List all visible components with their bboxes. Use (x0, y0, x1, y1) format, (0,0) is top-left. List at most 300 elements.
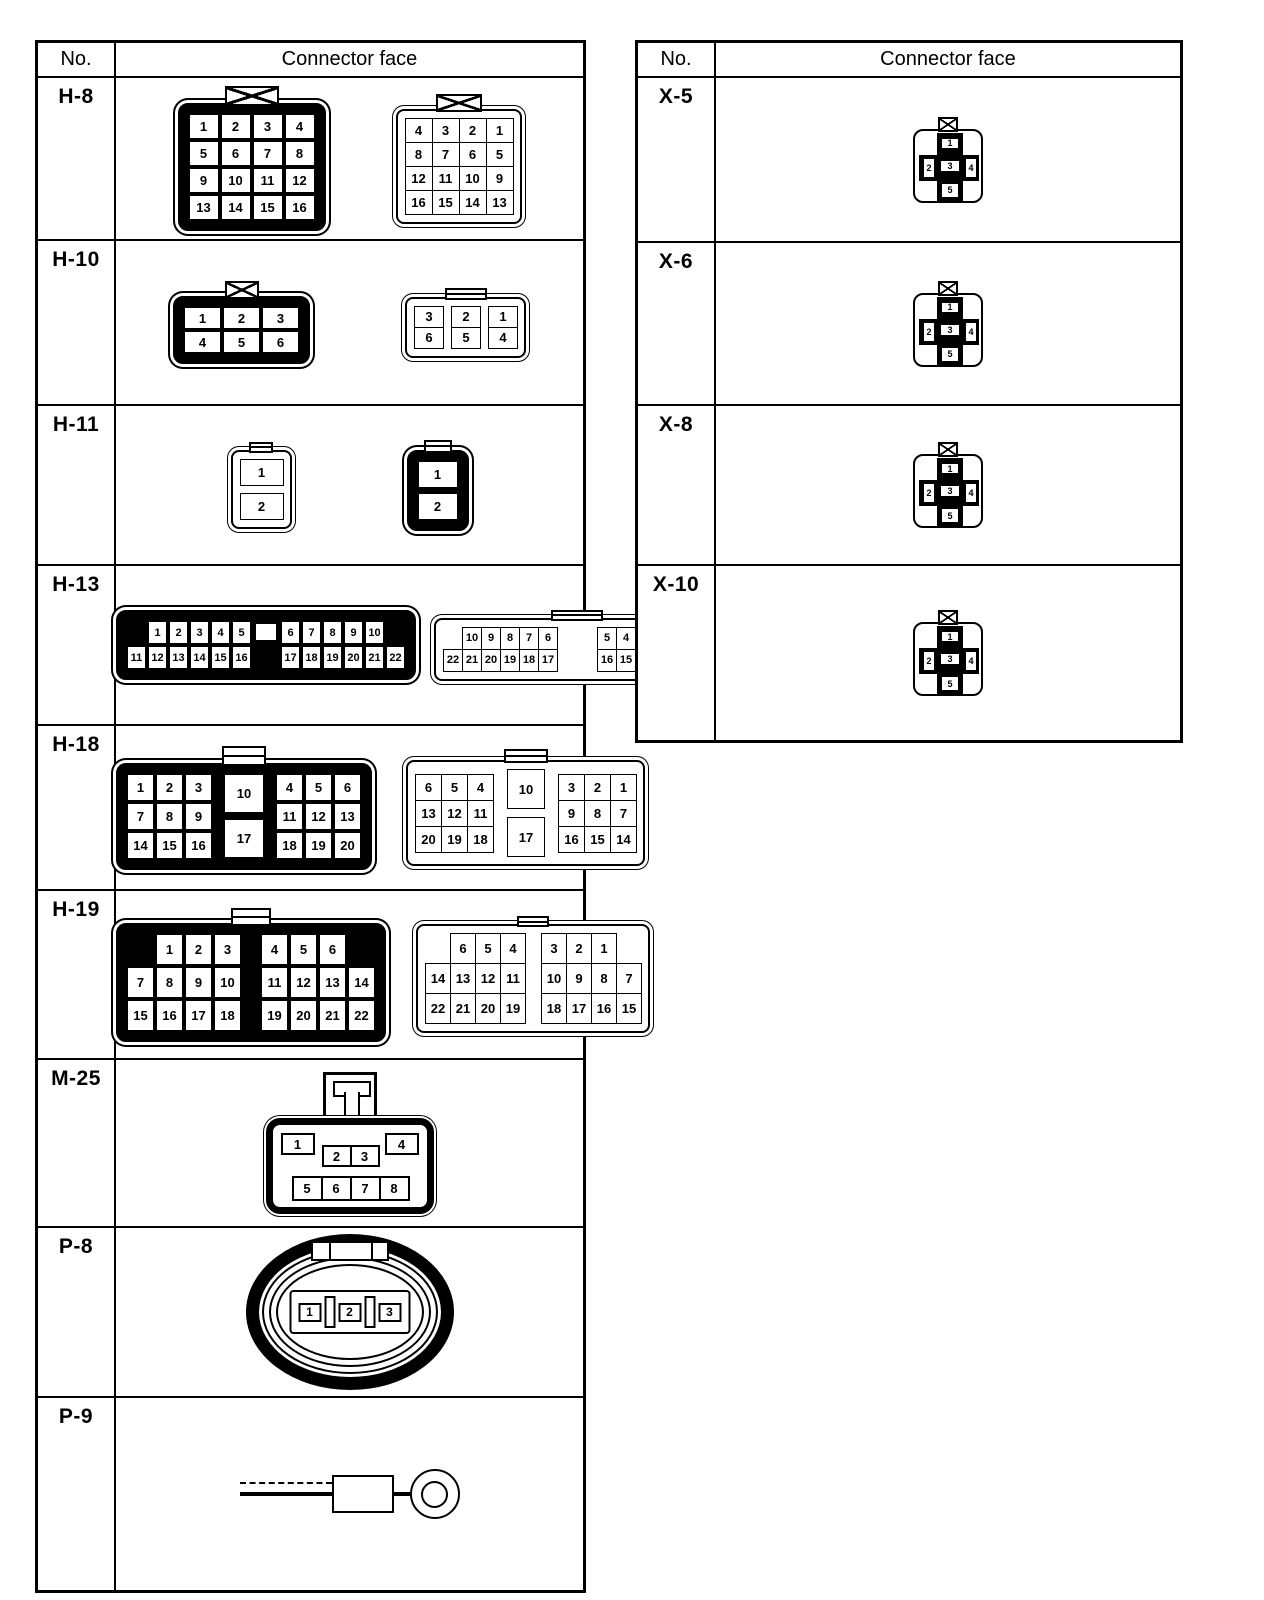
pin-row (558, 774, 636, 801)
pin-cell: 7 (350, 1176, 381, 1201)
col-no-label: No. (60, 48, 92, 70)
pin-row (184, 307, 299, 329)
pin-row (261, 967, 375, 998)
pin-cell: 6 (221, 141, 251, 166)
pin-cell: 4 (261, 934, 288, 965)
connector-face-cell (716, 243, 1180, 404)
pin-row (425, 993, 525, 1024)
pin-cell: 22 (348, 1000, 375, 1031)
pin-row (415, 826, 493, 853)
pin-row (224, 819, 264, 858)
connector-diagram (396, 94, 522, 224)
row-no-cell (38, 1398, 116, 1590)
pin-cell: 1 (941, 631, 959, 642)
row-label: M-25 (51, 1067, 101, 1090)
pin-cell: 3 (350, 1145, 380, 1167)
pin-cell: 2 (451, 306, 481, 328)
pin-cell: 9 (481, 627, 501, 650)
pin-row (488, 306, 517, 328)
pin-row (405, 142, 513, 167)
pin-cell: 4 (285, 114, 315, 139)
pin-cell: 1 (941, 138, 959, 149)
pin-cell: 10 (224, 774, 264, 813)
pin-block (127, 621, 251, 669)
connector-diagram (913, 442, 983, 528)
pin-cell: 20 (290, 1000, 317, 1031)
pin-cell: 13 (319, 967, 346, 998)
pin-row (184, 331, 299, 353)
pin-row (127, 967, 241, 998)
table-row (38, 566, 633, 726)
pin-row (443, 649, 557, 672)
pin-cell: 14 (190, 646, 209, 669)
pin-row (240, 493, 283, 520)
pin-cell: 14 (459, 190, 487, 215)
pin-cell: 8 (500, 627, 520, 650)
connector-diagram (173, 281, 310, 364)
lock-tab-icon (938, 442, 958, 457)
pin-cell: 2 (223, 307, 260, 329)
connector-diagram (407, 440, 469, 531)
pin-row (415, 800, 493, 827)
pin-cell: 16 (285, 195, 315, 220)
pin-row (156, 934, 241, 965)
pin-row (414, 306, 443, 328)
pin-cell: 18 (276, 832, 303, 859)
pin-cell: 16 (597, 649, 617, 672)
pin-cell: 7 (253, 141, 283, 166)
pin-cell: 17 (507, 817, 545, 857)
pin-row (276, 774, 361, 801)
pin-cell: 3 (190, 621, 209, 644)
wire-lead (240, 1492, 332, 1496)
pin-cell: 3 (378, 1303, 401, 1322)
pin-cell: 5 (305, 774, 332, 801)
pin-cell: 13 (169, 646, 188, 669)
pin-block (451, 306, 480, 349)
pin-row (405, 166, 513, 191)
row-label: H-8 (58, 85, 94, 108)
pin-cell: 12 (305, 803, 332, 830)
pin-block (240, 459, 283, 520)
pin-cell: 7 (616, 963, 642, 994)
pin-cell: 4 (385, 1133, 419, 1155)
col-face-label: Connector face (281, 48, 418, 70)
row-label: H-11 (52, 413, 100, 436)
table-row (38, 726, 631, 891)
pin-block (261, 934, 375, 1031)
pin-block (507, 769, 544, 857)
pin-cell: 14 (127, 832, 154, 859)
pin-row (292, 1176, 408, 1201)
connector-body (407, 450, 469, 531)
pin-block (405, 118, 513, 215)
pin-cell: 18 (214, 1000, 241, 1031)
pin-row (189, 114, 315, 139)
pin-cell: 21 (450, 993, 476, 1024)
connector-diagram (116, 746, 372, 870)
terminal-neck (394, 1492, 410, 1496)
pin-block (184, 307, 299, 353)
connector-face-cell (116, 1060, 583, 1226)
pin-row (127, 646, 251, 669)
pin-cell: 13 (334, 803, 361, 830)
pin-block (276, 774, 361, 859)
pin-cell: 6 (538, 627, 558, 650)
row-no-cell (38, 241, 116, 404)
lock-tab-icon (424, 440, 452, 453)
pin-cell: 20 (344, 646, 363, 669)
pin-cell: 15 (127, 1000, 154, 1031)
pin-cell: 2 (221, 114, 251, 139)
pin-row (127, 1000, 241, 1031)
pin-row (224, 774, 264, 813)
connector-face-cell (116, 891, 650, 1058)
pin-cell: 1 (298, 1303, 321, 1322)
connector-diagram (406, 749, 645, 866)
pin-cell: 19 (500, 649, 520, 672)
pin-block (414, 306, 443, 349)
lock-tab-icon (938, 281, 958, 296)
table-row (38, 78, 583, 241)
ring-hole (421, 1481, 448, 1508)
lock-tab-icon (222, 746, 266, 766)
pin-cell: 17 (566, 993, 592, 1024)
pin-cell: 12 (285, 168, 315, 193)
relay-connector-body (913, 454, 983, 528)
pin-cell: 16 (156, 1000, 183, 1031)
pin-row (418, 461, 458, 488)
pin-cell: 17 (224, 819, 264, 858)
connector-body (405, 297, 526, 358)
pin-row (425, 963, 525, 994)
lock-tab-icon (445, 288, 487, 300)
pin-cell: 16 (591, 993, 617, 1024)
pin-cell: 19 (261, 1000, 288, 1031)
pin-block (127, 934, 241, 1031)
pin-cell: 2 (584, 774, 611, 801)
pin-cell: 2 (923, 483, 935, 503)
pin-cell: 3 (262, 307, 299, 329)
pin-cell: 20 (415, 826, 442, 853)
connector-face-cell (716, 78, 1180, 241)
table-row (638, 78, 1180, 243)
connector-body (416, 924, 650, 1033)
pin-cell: 9 (185, 803, 212, 830)
pin-cell: 8 (405, 142, 433, 167)
connector-table-right (635, 40, 1183, 743)
pin-cell: 6 (262, 331, 299, 353)
pin-cell: 10 (459, 166, 487, 191)
pin-cell: 15 (584, 826, 611, 853)
pin-cell: 6 (450, 933, 476, 964)
pin-cell: 15 (211, 646, 230, 669)
col-no-label: No. (660, 48, 692, 70)
pin-row (418, 493, 458, 520)
pin-cell: 3 (214, 934, 241, 965)
pin-cell: 2 (923, 322, 935, 342)
connector-face-cell (116, 406, 583, 564)
connector-table-left (35, 40, 637, 1593)
pin-cell: 5 (441, 774, 468, 801)
ring-terminal-icon (410, 1469, 460, 1519)
pin-cell: 15 (616, 993, 642, 1024)
pin-row (281, 621, 384, 644)
pin-cell: 22 (443, 649, 463, 672)
connector-diagram (416, 916, 650, 1033)
pin-cell: 4 (211, 621, 230, 644)
pin-row (189, 168, 315, 193)
pin-row (450, 933, 525, 964)
connector-face-cell (116, 1228, 583, 1396)
pin-cell: 13 (450, 963, 476, 994)
pin-cell: 1 (591, 933, 617, 964)
pin-cell: 15 (432, 190, 460, 215)
connector-diagram (266, 1072, 434, 1214)
pin-block (224, 774, 264, 858)
pin-cell: 7 (432, 142, 460, 167)
row-no-cell (38, 1228, 116, 1396)
pin-cell: 6 (281, 621, 300, 644)
pin-row (127, 774, 212, 801)
pin-row (276, 832, 361, 859)
pin-cell: 4 (488, 327, 518, 349)
connector-face-cell (116, 566, 720, 724)
pin-cell: 3 (253, 114, 283, 139)
pin-cell: 22 (386, 646, 405, 669)
pin-cell: 1 (486, 118, 514, 143)
lock-tab-icon (938, 610, 958, 625)
pin-cell: 11 (500, 963, 526, 994)
lock-tab-icon (231, 908, 271, 926)
connector-diagram (913, 281, 983, 367)
pin-cell: 5 (292, 1176, 323, 1201)
table-row (38, 406, 583, 566)
row-label: H-13 (52, 573, 100, 596)
connector-body (231, 450, 292, 529)
pin-cell: 19 (323, 646, 342, 669)
pin-cell: 4 (965, 483, 977, 503)
pin-cell: 11 (467, 800, 494, 827)
pin-cell: 2 (566, 933, 592, 964)
lock-tab-icon (225, 281, 259, 299)
pin-cell: 8 (285, 141, 315, 166)
pin-cell: 18 (519, 649, 539, 672)
pin-cell: 12 (405, 166, 433, 191)
table-row (638, 406, 1180, 566)
table-row (638, 243, 1180, 406)
row-label: H-10 (52, 248, 100, 271)
pin-cell: 3 (558, 774, 585, 801)
pin-cell: 5 (941, 347, 959, 362)
pin-block (127, 774, 212, 859)
pin-divider (324, 1296, 335, 1328)
pin-row (507, 769, 544, 809)
pin-cell: 12 (475, 963, 501, 994)
pin-cell: 5 (223, 331, 260, 353)
pin-cell: 9 (185, 967, 212, 998)
connector-body (266, 1118, 434, 1214)
table-row (38, 1060, 583, 1228)
pin-cell: 20 (334, 832, 361, 859)
pin-cell: 4 (405, 118, 433, 143)
row-no-cell (38, 566, 116, 724)
pin-cell: 1 (281, 1133, 315, 1155)
pin-cell: 10 (541, 963, 567, 994)
pin-cell: 9 (344, 621, 363, 644)
pin-cell: 7 (302, 621, 321, 644)
pin-cell: 6 (319, 934, 346, 965)
connector-body (396, 109, 522, 224)
pin-cell: 6 (334, 774, 361, 801)
pin-cell: 2 (923, 158, 935, 178)
row-no-cell (638, 78, 716, 241)
pin-cell: 6 (415, 774, 442, 801)
relay-connector-body (913, 129, 983, 203)
pin-cell: 7 (610, 800, 637, 827)
pin-cell: 2 (169, 621, 188, 644)
pin-cell: 11 (432, 166, 460, 191)
pin-cell: 12 (148, 646, 167, 669)
relay-connector-body (913, 622, 983, 696)
pin-cell: 9 (486, 166, 514, 191)
pin-cell: 19 (305, 832, 332, 859)
col-no-header (638, 43, 716, 76)
table-row (638, 566, 1180, 740)
pin-cell: 6 (321, 1176, 352, 1201)
table-header (38, 43, 583, 78)
pin-row (507, 817, 544, 857)
pin-cell: 9 (189, 168, 219, 193)
pin-cell: 20 (481, 649, 501, 672)
pin-cell: 7 (519, 627, 539, 650)
pin-cell: 1 (488, 306, 518, 328)
pin-cell: 1 (610, 774, 637, 801)
pin-cell: 2 (418, 493, 458, 520)
row-no-cell (38, 78, 116, 239)
row-label: X-8 (658, 413, 694, 436)
pin-cell: 2 (459, 118, 487, 143)
pin-cell: 5 (232, 621, 251, 644)
row-no-cell (38, 726, 116, 889)
pin-cell: 5 (941, 183, 959, 198)
pin-cell: 6 (459, 142, 487, 167)
pin-cell: 5 (475, 933, 501, 964)
lock-tab-icon (225, 86, 279, 106)
pin-cell: 4 (276, 774, 303, 801)
row-no-cell (638, 243, 716, 404)
pin-row (240, 459, 283, 486)
connector-face-cell (116, 241, 583, 404)
pin-row (414, 327, 443, 349)
lock-tab-icon (436, 94, 482, 112)
row-label: H-19 (52, 898, 100, 921)
connector-diagram (240, 1469, 460, 1519)
pin-cell: 13 (189, 195, 219, 220)
pin-cell: 12 (290, 967, 317, 998)
pin-cell: 9 (558, 800, 585, 827)
pin-block (189, 114, 315, 220)
pin-cell: 3 (185, 774, 212, 801)
pin-cell: 2 (240, 493, 284, 520)
pin-row (541, 993, 641, 1024)
pin-cell: 1 (418, 461, 458, 488)
pin-row (405, 118, 513, 143)
pin-block (541, 933, 641, 1024)
table-row (38, 891, 637, 1060)
pin-cell: 14 (348, 967, 375, 998)
connector-diagram (913, 610, 983, 696)
row-label: H-18 (52, 733, 100, 756)
lock-tab-icon (938, 117, 958, 132)
connector-body (178, 103, 326, 231)
pin-cell: 11 (261, 967, 288, 998)
pin-cell: 5 (941, 676, 959, 691)
connector-body (116, 763, 372, 870)
connector-diagram (178, 86, 326, 231)
pin-row (558, 826, 636, 853)
pin-cell: 20 (475, 993, 501, 1024)
pin-row (558, 800, 636, 827)
col-no-header (38, 43, 116, 76)
pin-cell: 5 (290, 934, 317, 965)
pin-cell: 4 (965, 322, 977, 342)
pin-cell: 4 (500, 933, 526, 964)
pin-cell: 7 (127, 967, 154, 998)
connector-body (173, 296, 310, 364)
pin-cell: 10 (221, 168, 251, 193)
pin-cell: 6 (414, 327, 444, 349)
pin-cell: 1 (941, 302, 959, 313)
pin-cell: 21 (462, 649, 482, 672)
pin-row (261, 1000, 375, 1031)
pin-cell: 2 (338, 1303, 361, 1322)
pin-cell: 1 (941, 463, 959, 474)
table-header (638, 43, 1180, 78)
pin-cell: 18 (467, 826, 494, 853)
pin-cell: 9 (566, 963, 592, 994)
lock-tab-icon (504, 749, 548, 763)
pin-cell: 5 (451, 327, 481, 349)
lock-tab-icon (249, 442, 273, 453)
lock-tab-icon (311, 1241, 389, 1261)
pin-cell: 10 (507, 769, 545, 809)
connector-face-cell (716, 406, 1180, 564)
pin-cell: 3 (541, 933, 567, 964)
row-label: P-8 (58, 1235, 94, 1258)
pin-cell: 10 (365, 621, 384, 644)
pin-cell: 15 (616, 649, 636, 672)
pin-cell: 7 (127, 803, 154, 830)
pin-cell: 3 (940, 485, 960, 497)
pin-cell: 3 (940, 653, 960, 665)
pin-cell: 10 (462, 627, 482, 650)
pin-row (541, 963, 641, 994)
row-no-cell (638, 566, 716, 740)
table-row (38, 1228, 583, 1398)
pin-cell: 2 (322, 1145, 352, 1167)
pin-row (451, 327, 480, 349)
pin-cell: 12 (441, 800, 468, 827)
col-face-label: Connector face (880, 48, 1016, 70)
pin-cell: 19 (500, 993, 526, 1024)
pin-cell: 8 (379, 1176, 410, 1201)
pin-cell: 1 (240, 459, 284, 486)
pin-block (415, 774, 493, 853)
pin-cell: 10 (214, 967, 241, 998)
pin-cell: 3 (414, 306, 444, 328)
pin-cell: 1 (184, 307, 221, 329)
